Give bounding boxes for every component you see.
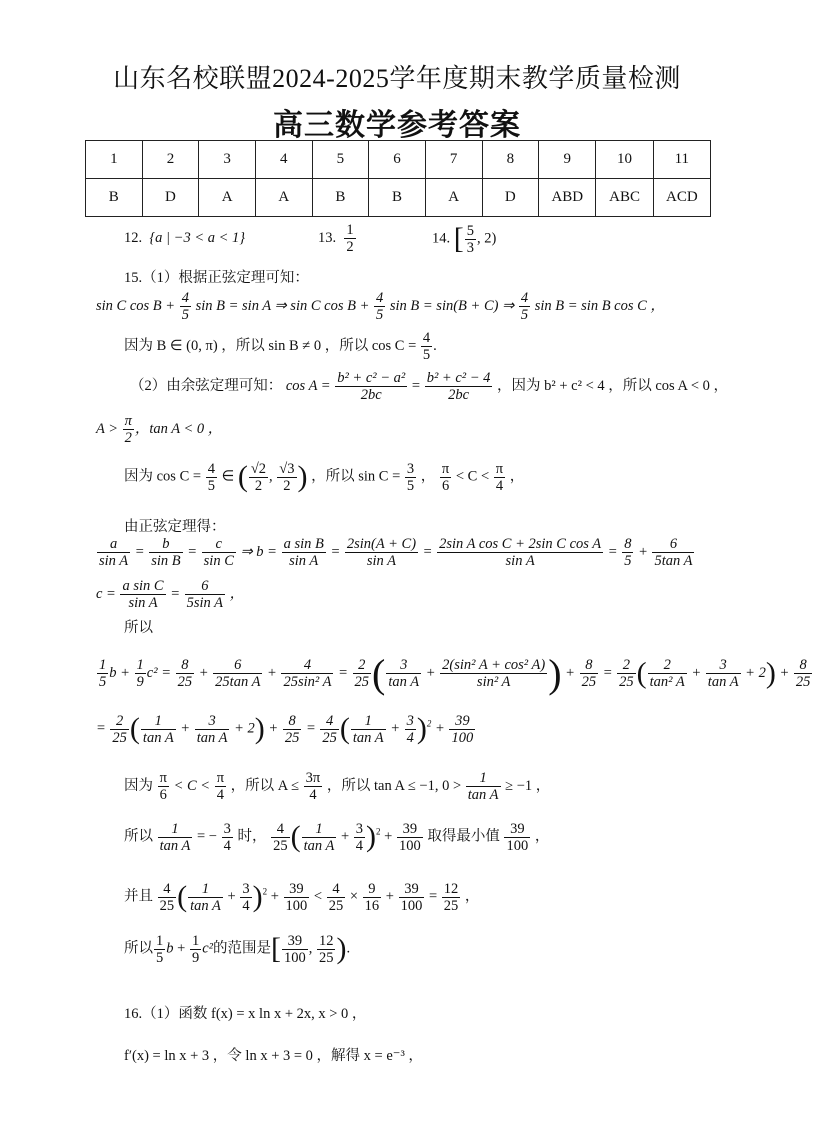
table-cell: 4 <box>255 141 312 179</box>
q16-part1: 16.（1）函数 f(x) = x ln x + 2x, x > 0 ， <box>124 1006 367 1022</box>
table-cell: 2 <box>142 141 199 179</box>
answer-q14: 14. [ $\frac{5}{3}$ , 2) <box>432 222 497 256</box>
q15-range: 所以 $\frac{1}{5}$ b + $\frac{1}{9}$ c²的范围是[ $\frac{39}{100}$ , $\frac{12}{25}$ ). <box>124 932 351 966</box>
table-cell: B <box>369 179 426 217</box>
table-cell: ABC <box>596 179 653 217</box>
table-cell: 6 <box>369 141 426 179</box>
answer-q13: 13. $\frac{1}{2}$ <box>318 222 354 255</box>
q15-so: 所以 <box>124 620 153 636</box>
q15-cosC-result: 因为 B ∈ (0, π) ，所以 sin B ≠ 0 ，所以 cos C = $\frac{4}{5}$ . <box>124 330 437 363</box>
q15-equation-4: $\frac{1}{5}$ b + $\frac{1}{9}$ c² = $\frac{8}{25}$ + $\frac{6}{\text{25tan A}}$ + $\frac{4}{\text{25sin² A}}$ = $\frac{2}{25}$ ( $\frac{3}{\text{tan A}}$ + $\frac{\text{2(sin² A + cos² A)}}{\text{sin² A}}$ ) + $\frac{8}{25}$ = $\frac{2}{25}$ ( $\frac{2}{\text{tan² A}}$ + $\frac{3}{\text{tan A}}$ + 2) + $\frac{8}{25}$ <box>99 651 811 696</box>
table-row-numbers <box>86 141 711 179</box>
table-cell: 7 <box>425 141 482 179</box>
page-title: 山东名校联盟2024-2025学年度期末教学质量检测 <box>113 64 681 93</box>
table-cell: 11 <box>653 141 710 179</box>
table-cell: 8 <box>482 141 539 179</box>
q15-cosC-range: 因为 cos C = $\frac{4}{5}$ ∈ ( $\frac{√2}{2}$ , $\frac{√3}{2}$ ) ，所以 sin C = $\frac{3}{5}$ ， $\frac{\pi}{6}$ < C < $\frac{\pi}{4}$ ， <box>124 460 525 494</box>
q15-part2: （2）由余弦定理可知： cos A = $\frac{\text{b² + c² − a²}}{2bc}$ = $\frac{\text{b² + c² − 4}}{2bc}$ ，因为 b² + c² < 4 ，所以 cos A < 0 ， <box>130 370 729 403</box>
q15-equation-2: $\frac{a}{\text{sin A}}$ = $\frac{b}{\text{sin B}}$ = $\frac{c}{\text{sin C}}$ ⇒ b = $\frac{\text{a sin B}}{\text{sin A}}$ = $\frac{2\sin(A + C)}{\text{sin A}}$ = $\frac{\text{2sin A cos C + 2sin C cos A}}{\text{sin A}}$ = $\frac{8}{5}$ + $\frac{6}{\text{5tan A}}$ <box>99 536 693 569</box>
table-cell: D <box>482 179 539 217</box>
answer-table <box>85 140 711 217</box>
table-cell: D <box>142 179 199 217</box>
q15-equation-3: c = $\frac{\text{a sin C}}{\text{sin A}}$ = $\frac{6}{\text{5sin A}}$ ， <box>96 578 245 611</box>
q15-minimum: 所以 $\frac{1}{\text{tan A}}$ = − $\frac{3}{4}$ 时， $\frac{4}{25}$ ( $\frac{1}{\text{tan A}}$ + $\frac{3}{4}$ )$^2$ + $\frac{39}{100}$ 取得最小值 $\frac{39}{100}$ ， <box>124 820 550 854</box>
q15-equation-5: = $\frac{2}{25}$ ( $\frac{1}{\text{tan A}}$ + $\frac{3}{\text{tan A}}$ + 2) + $\frac{8}{25}$ = $\frac{4}{25}$ ( $\frac{1}{\text{tan A}}$ + $\frac{3}{4}$ )$^2$ + $\frac{39}{100}$ <box>96 712 474 746</box>
table-cell: 9 <box>539 141 596 179</box>
q15-part1-intro: 15.（1）根据正弦定理可知： <box>124 270 309 286</box>
table-cell: 5 <box>312 141 369 179</box>
q15-equation-1: sin C cos B + $\frac{4}{5}$ sin B = sin A ⇒ sin C cos B + $\frac{4}{5}$ sin B = sin(B + C) ⇒ $\frac{4}{5}$ sin B = sin B cos C ， <box>96 290 665 323</box>
q15-tan-range: 因为 $\frac{\pi}{6}$ < C < $\frac{\pi}{4}$ ，所以 A ≤ $\frac{3\pi}{4}$ ，所以 tan A ≤ −1, 0 > $\frac{1}{\text{tan A}}$ ≥ −1 ， <box>124 770 551 803</box>
table-cell: A <box>199 179 256 217</box>
q15-A-range: A > $\frac{\pi}{2}$ ，tan A < 0 ， <box>96 413 223 446</box>
table-cell: A <box>425 179 482 217</box>
answer-q12: 12. {a | −3 < a < 1} <box>124 230 246 246</box>
table-cell: 1 <box>86 141 143 179</box>
q16-derivative: f′(x) = ln x + 3 ，令 ln x + 3 = 0 ，解得 x = e⁻³ ， <box>124 1048 423 1064</box>
table-cell: B <box>312 179 369 217</box>
table-cell: B <box>86 179 143 217</box>
table-cell: 10 <box>596 141 653 179</box>
table-cell: A <box>255 179 312 217</box>
table-cell: 3 <box>199 141 256 179</box>
q15-upper-bound: 并且 $\frac{4}{25}$ ( $\frac{1}{\text{tan A}}$ + $\frac{3}{4}$ )$^2$ + $\frac{39}{100}$ < $\frac{4}{25}$ × $\frac{9}{16}$ + $\frac{39}{100}$ = $\frac{12}{25}$ ， <box>124 880 480 914</box>
table-cell: ACD <box>653 179 710 217</box>
q15-by-sine-law: 由正弦定理得： <box>124 519 226 535</box>
table-cell: ABD <box>539 179 596 217</box>
table-row-answers <box>86 179 711 217</box>
page-subtitle: 高三数学参考答案 <box>273 108 521 143</box>
